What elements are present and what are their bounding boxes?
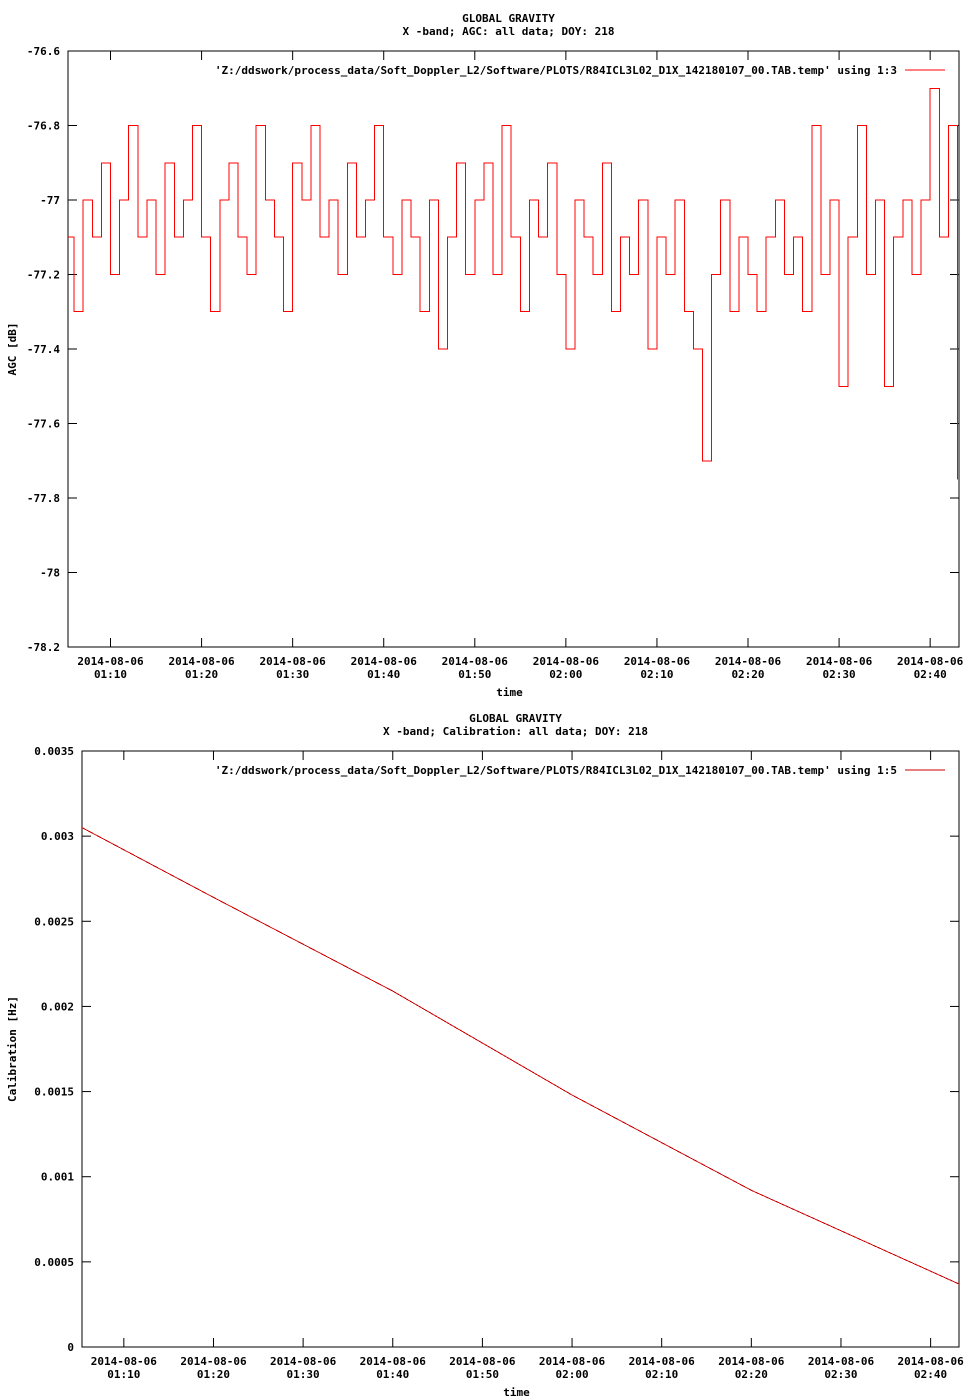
x-axis-label: time	[503, 1386, 530, 1399]
x-tick-date-label: 2014-08-06	[718, 1355, 785, 1368]
y-tick-label: 0.001	[40, 1170, 74, 1184]
x-tick-date-label: 2014-08-06	[538, 1355, 606, 1368]
x-tick-time-label: 01:30	[286, 1368, 320, 1381]
y-tick-label: 0	[67, 1341, 74, 1354]
y-tick-label: -78	[40, 566, 60, 580]
x-tick-date-label: 2014-08-06	[270, 1355, 337, 1368]
x-tick-date-label: 2014-08-06	[805, 655, 873, 668]
x-tick-date-label: 2014-08-06	[449, 1355, 516, 1368]
x-tick-date-label: 2014-08-06	[897, 655, 964, 668]
chart-panel-1	[6, 12, 964, 699]
x-tick-time-label: 01:10	[107, 1368, 141, 1381]
chart-title: GLOBAL GRAVITY	[469, 712, 562, 725]
x-tick-date-label: 2014-08-06	[168, 655, 235, 668]
x-tick-date-label: 2014-08-06	[532, 655, 599, 668]
y-tick-label: -77.2	[26, 268, 60, 282]
chart-subtitle: X -band; AGC: all data; DOY: 218	[402, 25, 615, 38]
x-tick-date-label: 2014-08-06	[714, 655, 782, 668]
legend-entry-label: 'Z:/ddswork/process_data/Soft_Doppler_L2/Software/PLOTS/R84ICL3L02_D1X_142180107_00.TAB.temp' using 1:5	[214, 764, 897, 777]
x-tick-date-label: 2014-08-06	[897, 1355, 964, 1368]
y-axis-label: Calibration [Hz]	[6, 996, 19, 1102]
plot-frame	[82, 751, 959, 1347]
x-tick-time-label: 02:10	[640, 668, 674, 681]
y-tick-label: -77.6	[26, 417, 60, 431]
chart-title: GLOBAL GRAVITY	[462, 12, 555, 25]
x-tick-time-label: 02:00	[555, 1368, 589, 1381]
x-tick-time-label: 01:50	[465, 1368, 499, 1381]
x-tick-time-label: 01:20	[185, 668, 219, 681]
x-tick-time-label: 02:30	[822, 668, 856, 681]
series-line	[68, 88, 958, 479]
y-tick-label: -77.4	[26, 343, 60, 356]
x-tick-date-label: 2014-08-06	[807, 1355, 875, 1368]
y-axis-label: AGC [dB]	[6, 322, 19, 376]
x-tick-date-label: 2014-08-06	[623, 655, 691, 668]
x-tick-time-label: 01:30	[276, 668, 310, 681]
y-tick-label: -78.2	[26, 641, 60, 654]
x-tick-date-label: 2014-08-06	[359, 1355, 426, 1368]
x-tick-time-label: 02:30	[824, 1368, 858, 1381]
x-tick-time-label: 01:40	[367, 668, 401, 681]
chart-panel-2	[6, 712, 964, 1399]
x-tick-date-label: 2014-08-06	[441, 655, 508, 668]
y-tick-label: 0.0005	[34, 1255, 74, 1269]
x-tick-date-label: 2014-08-06	[350, 655, 417, 668]
x-tick-date-label: 2014-08-06	[628, 1355, 695, 1368]
y-tick-label: 0.003	[40, 830, 74, 844]
y-tick-label: 0.002	[40, 1000, 74, 1014]
x-tick-date-label: 2014-08-06	[180, 1355, 247, 1368]
series-line	[82, 828, 959, 1284]
y-tick-label: -77.8	[26, 492, 60, 505]
y-tick-label: 0.0035	[34, 745, 74, 758]
x-tick-time-label: 01:10	[93, 668, 128, 681]
legend-entry-label: 'Z:/ddswork/process_data/Soft_Doppler_L2/Software/PLOTS/R84ICL3L02_D1X_142180107_00.TAB.temp' using 1:3	[214, 64, 897, 77]
x-tick-time-label: 01:50	[458, 668, 492, 681]
y-tick-label: 0.0025	[34, 915, 74, 929]
x-tick-time-label: 01:20	[196, 1368, 231, 1381]
x-tick-time-label: 02:20	[734, 1368, 768, 1381]
x-axis-label: time	[496, 686, 523, 699]
x-tick-time-label: 02:40	[914, 1368, 948, 1381]
y-tick-label: -77	[40, 194, 60, 207]
x-tick-time-label: 02:40	[913, 668, 947, 681]
x-tick-time-label: 02:20	[731, 668, 765, 681]
x-tick-date-label: 2014-08-06	[77, 655, 144, 668]
x-tick-date-label: 2014-08-06	[90, 1355, 157, 1368]
x-tick-time-label: 02:10	[645, 1368, 679, 1381]
x-tick-time-label: 01:40	[376, 1368, 410, 1381]
x-tick-time-label: 02:00	[549, 668, 583, 681]
y-tick-label: -76.8	[26, 119, 60, 133]
chart-subtitle: X -band; Calibration: all data; DOY: 218	[383, 725, 648, 738]
x-tick-date-label: 2014-08-06	[259, 655, 326, 668]
y-tick-label: 0.0015	[34, 1085, 74, 1099]
y-tick-label: -76.6	[26, 45, 60, 58]
